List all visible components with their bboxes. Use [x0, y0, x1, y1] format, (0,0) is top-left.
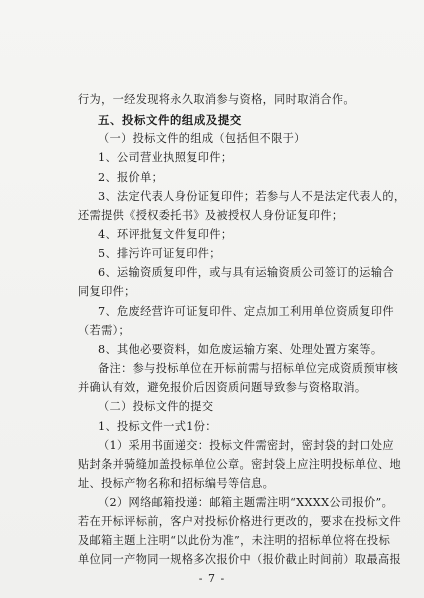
list-item-8: 8、其他必要资料，如危废运输方案、处理处置方案等。 — [98, 343, 383, 356]
subsection-heading-composition: （一）投标文件的组成（包括但不限于） — [98, 132, 306, 145]
submission-method-1-end: 址、投标产物名称和招标编号等信息。 — [78, 477, 275, 490]
submission-method-1: （1）采用书面递交：投标文件需密封，密封袋的封口处应 — [98, 439, 394, 452]
remark-text-continued: 并确认有效，避免报价后因资质问题导致参与资格取消。 — [78, 381, 367, 394]
text-line-1: 行为，一经发现将永久取消参与资格，同时取消合作。 — [78, 93, 355, 106]
list-item-4: 4、环评批复文件复印件； — [98, 228, 233, 241]
submission-method-2-continued: 若在开标评标前，客户对投标价格进行更改的，要求在投标文件 — [78, 515, 402, 528]
list-item-6-continued: 同复印件； — [78, 285, 136, 298]
subsection-heading-submission: （二）投标文件的提交 — [98, 400, 214, 413]
submission-method-1-continued: 贴封条并骑缝加盖投标单位公章。密封袋上应注明投标单位、地 — [78, 458, 402, 471]
list-item-3-continued: 还需提供《授权委托书》及被授权人身份证复印件； — [78, 209, 344, 222]
list-item-7-continued: （若需）； — [78, 324, 131, 337]
list-item-1: 1、公司营业执照复印件； — [98, 151, 233, 164]
page-number: - 7 - — [198, 572, 226, 585]
list-item-2: 2、报价单； — [98, 171, 164, 184]
list-item-6: 6、运输资质复印件，或与具有运输资质公司签订的运输合 — [98, 266, 394, 279]
submission-method-2-line-4: 单位同一产物同一规格多次报价中（报价截止时间前）取最高报 — [78, 553, 402, 566]
submission-method-2: （2）网络邮箱投递：邮箱主题需注明“XXXX公司报价”。 — [98, 496, 394, 509]
list-item-7: 7、危废经营许可证复印件、定点加工利用单位资质复印件 — [98, 305, 394, 318]
submission-item-1: 1、投标文件一式1份： — [98, 420, 217, 433]
submission-method-2-line-3: 及邮箱主题上注明“以此份为准”，未注明的招标单位将在投标 — [78, 534, 391, 547]
list-item-3: 3、法定代表人身份证复印件；若参与人不是法定代表人的， — [98, 190, 406, 203]
list-item-5: 5、排污许可证复印件； — [98, 247, 221, 260]
section-heading: 五、投标文件的组成及提交 — [98, 113, 242, 127]
remark-text: 备注：参与投标单位在开标前需与招标单位完成资质预审核 — [98, 362, 398, 375]
